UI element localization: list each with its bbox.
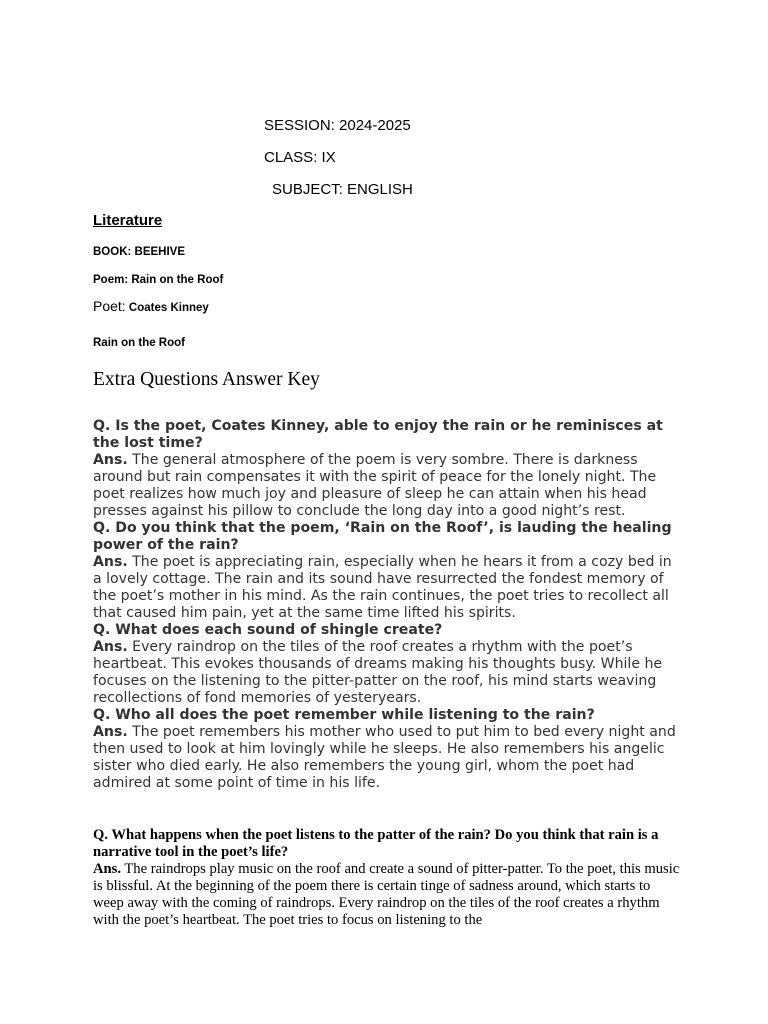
answer-label: Ans. (93, 452, 128, 468)
answer-1 (93, 452, 683, 520)
answer-2 (93, 554, 683, 622)
subject-line: SUBJECT: ENGLISH (272, 181, 413, 198)
qa-list (93, 418, 683, 792)
answer-3 (93, 639, 683, 707)
answer-label: Ans. (93, 724, 128, 740)
section-title: Literature (93, 212, 163, 229)
answer-label: Ans. (93, 639, 128, 655)
question-5: Q. What happens when the poet listens to the patter of the rain? Do you think that rain is a narrative tool in the poet’s life? (93, 827, 659, 860)
question-3: Q. What does each sound of shingle create? (93, 622, 443, 638)
book-line: BOOK: BEEHIVE (93, 246, 186, 258)
question-2: Q. Do you think that the poem, ‘Rain on the Roof’, is lauding the healing power of the rain? (93, 520, 672, 553)
answer-label: Ans. (93, 554, 128, 570)
answer-text: The raindrops play music on the roof and create a sound of pitter-patter. To the poet, this music is blissful. At the beginning of the poem there is certain tinge of sadness around, which starts to weep away with the coming of raindrops. Every raindrop on the tiles of the roof creates a rhythm with the poet’s heartbeat. The poet tries to focus on listening to the (93, 861, 680, 928)
poet-line (93, 299, 209, 315)
poem-line: Poem: Rain on the Roof (93, 274, 224, 286)
class-line: CLASS: IX (264, 149, 336, 166)
session-line: SESSION: 2024-2025 (264, 117, 411, 134)
answer-4 (93, 724, 683, 792)
answer-text: The poet remembers his mother who used to put him to bed every night and then used to look at him lovingly while he sleeps. He also remembers his angelic sister who died early. He also remembers the young girl, whom the poet had admired at some point of time in his life. (93, 724, 676, 791)
question-4: Q. Who all does the poet remember while listening to the rain? (93, 707, 595, 723)
qa-serif-section (93, 827, 683, 929)
answer-text: Every raindrop on the tiles of the roof creates a rhythm with the poet’s heartbeat. This evokes thousands of dreams making his thoughts busy. While he focuses on the listening to the pitter-patter on the roof, his mind starts weaving recollections of fond memories of yesteryears. (93, 639, 663, 706)
poem-title-line: Rain on the Roof (93, 337, 185, 349)
poet-label: Poet: (93, 298, 126, 314)
answer-5 (93, 861, 683, 929)
poet-name: Coates Kinney (128, 302, 209, 314)
question-1: Q. Is the poet, Coates Kinney, able to enjoy the rain or he reminisces at the lost time? (93, 418, 663, 451)
answer-label: Ans. (93, 861, 121, 877)
answer-text: The poet is appreciating rain, especially when he hears it from a cozy bed in a lovely cottage. The rain and its sound have resurrected the fondest memory of the poet’s mother in his mind. As the rain continues, the poet tries to recollect all that caused him pain, yet at the same time lifted his spirits. (93, 554, 672, 621)
answer-key-title: Extra Questions Answer Key (93, 369, 320, 390)
answer-text: The general atmosphere of the poem is very sombre. There is darkness around but rain compensates it with the spirit of peace for the lonely night. The poet realizes how much joy and pleasure of sleep he can attain when his head presses against his pillow to conclude the long day into a good night’s rest. (93, 452, 657, 519)
